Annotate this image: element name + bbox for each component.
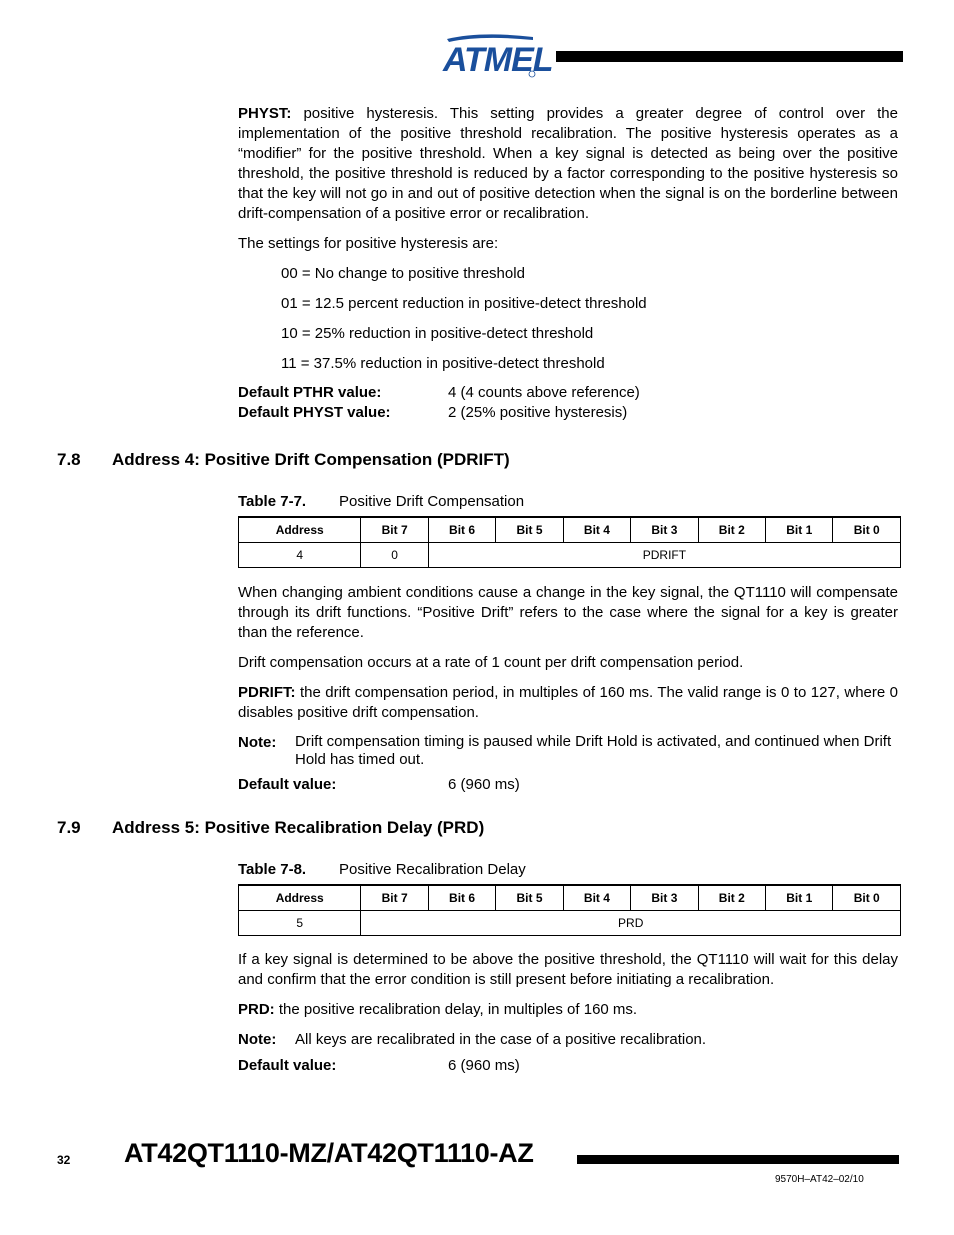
default-label: Default PTHR value: <box>238 384 382 401</box>
physt-paragraph <box>238 104 898 224</box>
default-label: Default PHYST value: <box>238 404 391 421</box>
field-cell: PDRIFT <box>428 543 900 568</box>
svg-text:ATMEL: ATMEL <box>443 41 553 79</box>
table-caption-title: Positive Recalibration Delay <box>339 861 526 878</box>
default-label: Default value: <box>238 776 337 793</box>
physt-block <box>238 104 898 423</box>
column-header: Bit 6 <box>428 885 495 911</box>
physt-settings-intro: The settings for positive hysteresis are: <box>238 235 499 252</box>
column-header: Bit 3 <box>631 885 698 911</box>
note-label: Note: <box>238 1031 277 1048</box>
list-item: 01 = 12.5 percent reduction in positive-detect threshold <box>281 295 647 312</box>
prd-term: PRD: <box>238 1001 275 1018</box>
column-header: Bit 7 <box>361 517 428 543</box>
section-7-9-body <box>238 950 898 1076</box>
column-header: Bit 0 <box>833 517 901 543</box>
bit7-cell: 0 <box>361 543 428 568</box>
section-title: Address 5: Positive Recalibration Delay (PRD) <box>112 818 485 837</box>
document-title: AT42QT1110-MZ/AT42QT1110-AZ <box>124 1138 534 1168</box>
default-value: 4 (4 counts above reference) <box>448 384 640 401</box>
pdrift-term: PDRIFT: <box>238 684 296 701</box>
column-header: Bit 5 <box>496 885 563 911</box>
footer-rule <box>577 1155 899 1164</box>
physt-term: PHYST: <box>238 105 292 122</box>
drift-paragraph-1: When changing ambient conditions cause a change in the key signal, the QT1110 will compensate through its drift functions. “Positive Drift” refers to the case where the signal for a key is greater than the reference. <box>238 584 898 641</box>
table-row <box>239 543 901 568</box>
column-header: Bit 2 <box>698 517 765 543</box>
section-7-8-body <box>238 583 898 795</box>
section-heading-7-9 <box>57 818 484 838</box>
address-cell: 4 <box>239 543 361 568</box>
table-row <box>239 911 901 936</box>
section-number: 7.9 <box>57 818 81 837</box>
address-cell: 5 <box>239 911 361 936</box>
list-item: 10 = 25% reduction in positive-detect threshold <box>281 325 594 342</box>
note-text: Drift compensation timing is paused while Drift Hold is activated, and continued when Drift Hold has timed out. <box>295 733 892 768</box>
default-value-row <box>238 1056 898 1076</box>
section-heading-7-8 <box>57 450 510 470</box>
document-code: 9570H–AT42–02/10 <box>775 1174 864 1185</box>
field-cell: PRD <box>361 911 901 936</box>
table-caption-7-8 <box>238 861 526 878</box>
page-number: 32 <box>57 1153 71 1167</box>
pdrift-paragraph <box>238 683 898 723</box>
list-item: 00 = No change to positive threshold <box>281 265 525 282</box>
table-header-row <box>239 517 901 543</box>
register-table-pdrift <box>238 516 901 568</box>
default-value-row <box>238 775 898 795</box>
physt-settings-list <box>281 264 898 374</box>
drift-paragraph-2: Drift compensation occurs at a rate of 1 count per drift compensation period. <box>238 654 744 671</box>
default-physt-row <box>238 403 898 423</box>
note-text: All keys are recalibrated in the case of a positive recalibration. <box>295 1031 707 1048</box>
prd-paragraph <box>238 1000 898 1020</box>
column-header: Bit 3 <box>631 517 698 543</box>
physt-text: positive hysteresis. This setting provides a greater degree of control over the implementation of the positive threshold recalibration. The positive hysteresis operates as a “modifier” for the positive threshold. When a key signal is detected as being over the positive threshold, the positive threshold is reduced by a factor corresponding to the positive hysteresis so that the key will not go in and out of positive detection when the signal is on the borderline between drift-compensation of a positive error or recalibration. <box>238 105 898 222</box>
table-caption-title: Positive Drift Compensation <box>339 493 525 510</box>
table-caption-number: Table 7-7. <box>238 493 307 510</box>
section-number: 7.8 <box>57 450 81 469</box>
column-header: Bit 1 <box>766 517 833 543</box>
column-header: Bit 6 <box>428 517 495 543</box>
section-title: Address 4: Positive Drift Compensation (PDRIFT) <box>112 450 510 469</box>
note-label: Note: <box>238 734 277 751</box>
table-caption-number: Table 7-8. <box>238 861 307 878</box>
column-header: Address <box>239 885 361 911</box>
column-header: Bit 4 <box>563 885 630 911</box>
table-header-row <box>239 885 901 911</box>
pdrift-text: the drift compensation period, in multiples of 160 ms. The valid range is 0 to 127, where 0 disables positive drift compensation. <box>238 684 899 721</box>
column-header: Bit 1 <box>766 885 833 911</box>
column-header: Bit 7 <box>361 885 428 911</box>
default-value: 2 (25% positive hysteresis) <box>448 404 628 421</box>
list-item: 11 = 37.5% reduction in positive-detect threshold <box>281 355 605 372</box>
atmel-logo <box>441 33 553 79</box>
column-header: Bit 4 <box>563 517 630 543</box>
column-header: Bit 5 <box>496 517 563 543</box>
column-header: Bit 2 <box>698 885 765 911</box>
prd-paragraph-1: If a key signal is determined to be above the positive threshold, the QT1110 will wait for this delay and confirm that the error condition is still present before initiating a recalibration. <box>238 951 898 988</box>
note <box>238 733 898 769</box>
default-label: Default value: <box>238 1057 337 1074</box>
note <box>238 1030 898 1050</box>
table-caption-7-7 <box>238 493 524 510</box>
column-header: Address <box>239 517 361 543</box>
prd-text: the positive recalibration delay, in multiples of 160 ms. <box>278 1001 638 1018</box>
register-table-prd <box>238 884 901 936</box>
default-value: 6 (960 ms) <box>448 1057 520 1074</box>
default-value: 6 (960 ms) <box>448 776 520 793</box>
column-header: Bit 0 <box>833 885 901 911</box>
header-rule <box>556 51 903 62</box>
default-pthr-row <box>238 383 898 403</box>
